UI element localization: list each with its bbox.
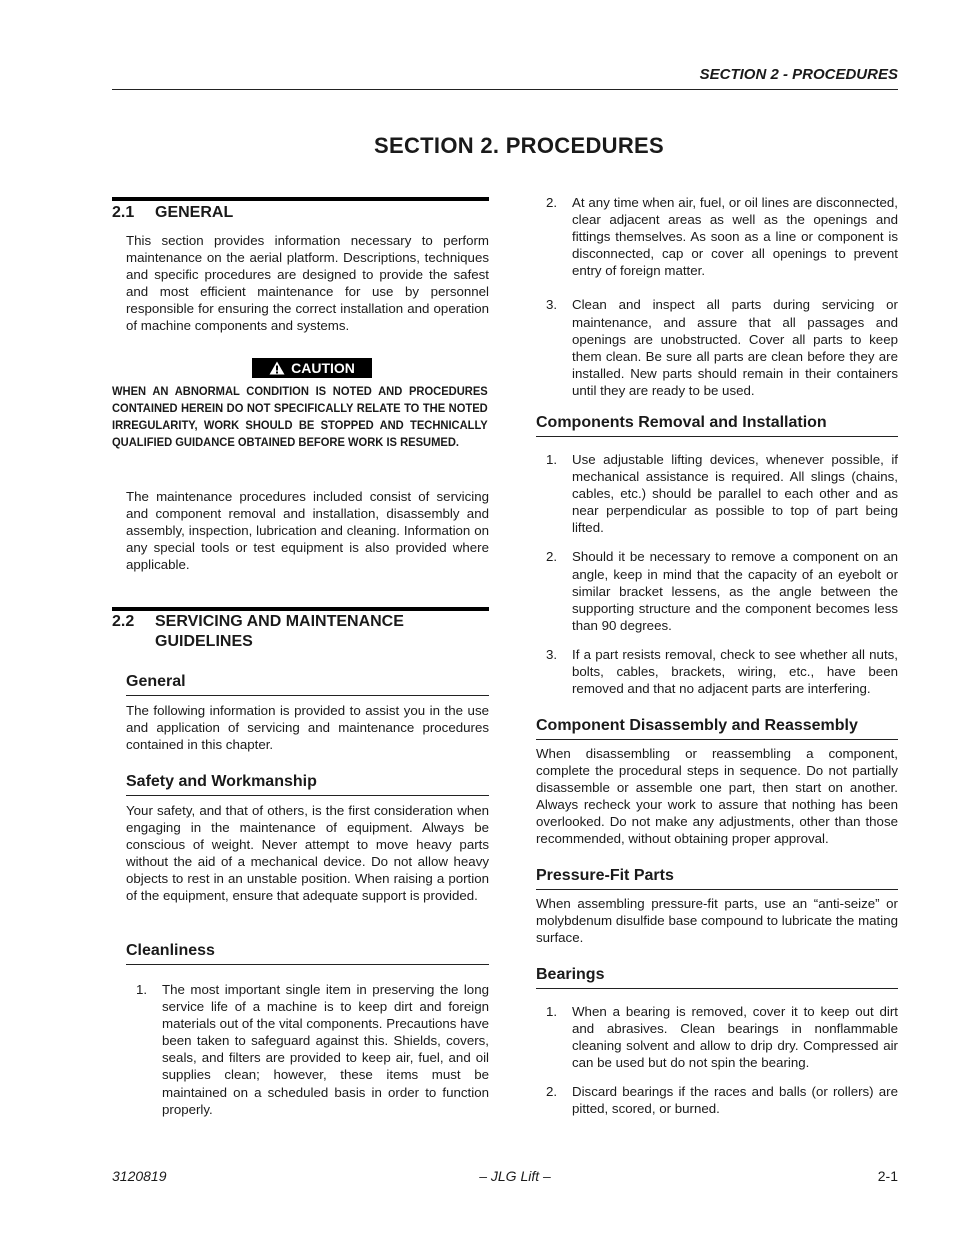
subheading-disassembly: Component Disassembly and Reassembly xyxy=(536,716,898,740)
list-number: 2. xyxy=(546,1084,558,1100)
safety-paragraph: Your safety, and that of others, is the first consideration when engaging in the maintenance of equipment. Always be conscious of weight. Never attempt to move heavy parts without the aid of a mechanical device. Do not allow heavy objects to rest in an unstable position. When raising a portion of the equipment, ensure that adequate support is provided. xyxy=(126,803,489,904)
section-heading-2-2 xyxy=(112,612,489,652)
removal-list xyxy=(536,451,898,697)
caution-text: WHEN AN ABNORMAL CONDITION IS NOTED AND PROCEDURES CONTAINED HEREIN DO NOT SPECIFICALLY RELATE TO THE NOTED IRREGULARITY, WORK SHOULD BE STOPPED AND TECHNICALLY QUALIFIED GUIDANCE OBTAINED BEFORE WORK IS RESUMED. xyxy=(112,384,488,450)
pressure-fit-paragraph: When assembling pressure-fit parts, use an “anti-seize” or molybdenum disulfide base compound to lubricate the mating surface. xyxy=(536,896,898,946)
subheading-bearings: Bearings xyxy=(536,965,898,989)
list-text: When a bearing is removed, cover it to keep out dirt and abrasives. Clean bearings in nonflammable cleaning solvent and allow to drip dry. Compressed air can be used but do not spin the bearing. xyxy=(572,1004,898,1071)
section-heading-2-1 xyxy=(112,203,489,223)
general-intro-paragraph: This section provides information necessary to perform maintenance on the aerial platform. Descriptions, techniques and specific procedures are designed to provide the safest and most efficient maintenance for use by personnel responsible for ensuring the correct installation and operation of machine components and systems. xyxy=(126,233,489,334)
footer-page-number: 2-1 xyxy=(877,1168,898,1184)
section-rule-2-1 xyxy=(112,197,489,201)
list-number: 3. xyxy=(546,646,558,662)
subheading-removal: Components Removal and Installation xyxy=(536,413,898,437)
section-number: 2.2 xyxy=(112,613,135,630)
procedures-paragraph: The maintenance procedures included consist of servicing and component removal and installation, disassembly and assembly, inspection, lubrication and cleaning. Information on any special tools or test equipment is also provided where applicable. xyxy=(126,489,489,573)
list-number: 2. xyxy=(546,195,558,210)
list-item xyxy=(536,548,898,633)
list-item xyxy=(536,646,898,697)
subheading-safety: Safety and Workmanship xyxy=(126,772,489,796)
section-rule-2-2 xyxy=(112,607,489,611)
list-text: If a part resists removal, check to see whether all nuts, bolts, cables, brackets, wiring, etc., have been removed and that no adjacent parts are interfering. xyxy=(572,646,898,697)
section-title: GENERAL xyxy=(155,204,234,221)
footer-publisher: – JLG Lift – xyxy=(479,1168,551,1184)
list-number: 1. xyxy=(136,982,148,997)
list-item xyxy=(126,981,489,1118)
subheading-pressure-fit: Pressure-Fit Parts xyxy=(536,866,898,890)
caution-label xyxy=(252,358,372,378)
list-text: The most important single item in preserving the long service life of a machine is to keep dirt and foreign materials out of the vital components. Precautions have been taken to safeguard against this. Shields, covers, seals, and filters are provided to keep air, fuel, and oil supplies clean; however, these items must be maintained on a scheduled basis in order to function properly. xyxy=(162,982,489,1117)
header-rule xyxy=(112,89,898,90)
list-item xyxy=(536,451,898,536)
running-header: SECTION 2 - PROCEDURES xyxy=(699,66,898,83)
list-text: At any time when air, fuel, or oil lines are disconnected, clear adjacent areas as well as the openings and fittings themselves. As soon as a line or component is disconnected, cap or cover all openings to prevent entry of foreign matter. xyxy=(572,195,898,279)
list-item xyxy=(536,1083,898,1117)
disassembly-paragraph: When disassembling or reassembling a component, complete the procedural steps in sequence. Do not partially disassemble or assemble one part, then start on another. Always recheck your work to assure that nothing has been overlooked. Do not make any adjustments, other than those recommended, without obtaining proper approval. xyxy=(536,746,898,847)
list-item xyxy=(536,194,898,279)
list-text: Use adjustable lifting devices, whenever possible, if mechanical assistance is required. All slings (chains, cables, etc.) should be parallel to each other and as near perpendicular as possible to top of part being lifted. xyxy=(572,452,898,536)
page-title: SECTION 2. PROCEDURES xyxy=(374,133,664,158)
subheading-general: General xyxy=(126,672,489,696)
subheading-cleanliness: Cleanliness xyxy=(126,941,489,965)
cleanliness-list-2 xyxy=(536,194,898,399)
list-number: 3. xyxy=(546,297,558,313)
cleanliness-list-1 xyxy=(126,981,489,1118)
list-number: 1. xyxy=(546,1004,558,1019)
general-paragraph: The following information is provided to assist you in the use and application of servicing and maintenance procedures contained in this chapter. xyxy=(126,703,489,753)
section-number: 2.1 xyxy=(112,204,135,221)
bearings-list xyxy=(536,1003,898,1118)
list-item xyxy=(536,296,898,399)
section-title: SERVICING AND MAINTENANCE GUIDELINES xyxy=(155,613,404,650)
list-number: 2. xyxy=(546,549,558,565)
list-number: 1. xyxy=(546,452,558,467)
list-text: Clean and inspect all parts during servicing or maintenance, and assure that all passages and openings are unobstructed. Cover all parts to keep them clean. Be sure all parts are clean before they are installed. New parts should remain in their containers until they are ready to be used. xyxy=(572,297,898,398)
list-item xyxy=(536,1003,898,1071)
footer-doc-number: 3120819 xyxy=(112,1168,167,1184)
warning-triangle-icon xyxy=(269,361,285,375)
list-text: Discard bearings if the races and balls (or rollers) are pitted, scored, or burned. xyxy=(572,1084,898,1117)
caution-word: CAUTION xyxy=(291,360,355,376)
list-text: Should it be necessary to remove a component on an angle, keep in mind that the capacity of an eyebolt or similar bracket lessens, as the angle between the supporting structure and the component becomes less than 90 degrees. xyxy=(572,549,898,633)
